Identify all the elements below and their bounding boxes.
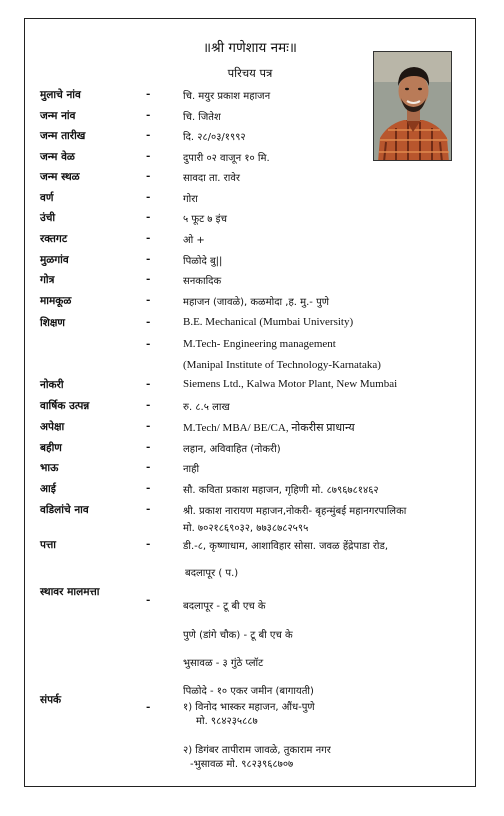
field-row-job <box>0 378 504 396</box>
field-row-name <box>0 88 504 106</box>
field-label: वर्ण <box>40 192 54 204</box>
field-value: M.Tech/ MBA/ BE/CA, नोकरीस प्राधान्य <box>183 422 355 434</box>
property-item: पुणे (डांगे चौक) - टू बी एच के <box>183 630 293 641</box>
field-row-birth-time <box>0 150 504 168</box>
field-separator: - <box>146 482 151 494</box>
field-row-birth-date <box>0 129 504 147</box>
document-subtitle: परिचय पत्र <box>227 66 273 80</box>
field-separator: - <box>146 129 151 141</box>
field-value: Siemens Ltd., Kalwa Motor Plant, New Mumbai <box>183 378 398 390</box>
field-value: चि. मयुर प्रकाश महाजन <box>183 91 271 102</box>
field-value: ५ फूट ७ इंच <box>183 214 227 225</box>
field-value: दि. २८/०३/१९९२ <box>183 132 246 143</box>
property-item: बदलापूर - टू बी एच के <box>183 601 266 612</box>
field-separator: - <box>146 294 151 306</box>
contact-person-1-phone: मो. ९८४२३५८८७ <box>196 716 258 727</box>
field-label: शिक्षण <box>40 317 65 329</box>
contact-person-2-phone: -भुसावळ मो. ९८२३९६८७०७ <box>190 759 294 770</box>
field-label: वार्षिक उत्पन्न <box>40 400 90 412</box>
field-label: जन्म नांव <box>40 110 76 122</box>
field-label: बहीण <box>40 442 62 454</box>
contact-label: संपर्क <box>40 694 62 706</box>
contact-person-2: २) डिगंबर तापीराम जावळे, तुकाराम नगर <box>183 745 331 756</box>
field-label: वडिलांचे नाव <box>40 504 89 516</box>
address-city: बदलापूर ( प.) <box>185 568 239 579</box>
field-label: मुळगांव <box>40 254 69 266</box>
field-separator: - <box>146 191 151 203</box>
field-value: ओ + <box>183 235 205 246</box>
field-value: पिळोदे बु|| <box>183 256 223 267</box>
field-value: डी.-८, कृष्णाधाम, आशाविहार सोसा. जवळ हेंद्रेपाडा रोड, <box>183 541 389 552</box>
field-row-sister <box>0 441 504 459</box>
field-row-address <box>0 538 504 556</box>
field-separator: - <box>146 538 151 550</box>
field-row-expectation <box>0 420 504 438</box>
field-value: सावदा ता. रावेर <box>183 173 240 184</box>
field-value: दुपारी ०२ वाजून १० मि. <box>183 153 270 164</box>
field-row-native-place <box>0 253 504 271</box>
field-separator: - <box>146 109 151 121</box>
field-value: सनकादिक <box>183 276 222 287</box>
field-separator: - <box>146 253 151 265</box>
field-separator: - <box>146 273 151 285</box>
field-label: जन्म वेळ <box>40 151 75 163</box>
property-item: पिळोदे - १० एकर जमीन (बागायती) <box>183 686 314 697</box>
field-separator: - <box>146 316 151 328</box>
field-row-height <box>0 211 504 229</box>
field-value: रु. ८.५ लाख <box>183 402 230 413</box>
field-separator: - <box>146 701 151 713</box>
property-label: स्थावर मालमत्ता <box>40 586 100 598</box>
field-separator: - <box>146 170 151 182</box>
field-label: रक्तगट <box>40 233 68 245</box>
field-row-education-2 <box>0 338 504 356</box>
contact-person-1: १) विनोद भास्कर महाजन, औंध-पुणे <box>183 702 315 713</box>
field-separator: - <box>146 88 151 100</box>
property-item: भुसावळ - ३ गुंठे प्लॉट <box>183 658 264 669</box>
field-value: चि. जितेश <box>183 112 221 123</box>
field-value: लहान, अविवाहित (नोकरी) <box>183 444 281 455</box>
field-value: B.E. Mechanical (Mumbai University) <box>183 316 354 328</box>
field-separator: - <box>146 503 151 515</box>
field-row-income <box>0 399 504 417</box>
field-value: सौ. कविता प्रकाश महाजन, गृहिणी मो. ८७९६७८१४६२ <box>183 485 379 496</box>
field-label: जन्म स्थळ <box>40 171 80 183</box>
field-separator: - <box>146 399 151 411</box>
field-label: पत्ता <box>40 539 56 551</box>
field-separator: - <box>146 420 151 432</box>
invocation-title: ॥श्री गणेशाय नमः॥ <box>203 40 297 56</box>
field-separator: - <box>146 211 151 223</box>
field-row-gotra <box>0 273 504 291</box>
field-separator: - <box>146 441 151 453</box>
field-label: भाऊ <box>40 462 59 474</box>
father-phone: मो. ७०२१८६९०३२, ७७३८७८२५९५ <box>183 523 309 534</box>
field-separator: - <box>146 232 151 244</box>
field-value: नाही <box>183 464 200 475</box>
field-label: अपेक्षा <box>40 421 65 433</box>
field-separator: - <box>146 150 151 162</box>
field-row-mother <box>0 482 504 500</box>
field-label: जन्म तारीख <box>40 130 86 142</box>
field-value: महाजन (जावळे), कळमोदा ,ह. मु.- पुणे <box>183 297 329 308</box>
field-row-father <box>0 503 504 521</box>
field-label: नोकरी <box>40 379 64 391</box>
field-separator: - <box>146 461 151 473</box>
field-separator: - <box>146 378 151 390</box>
field-row-birth-name <box>0 109 504 127</box>
field-value: M.Tech- Engineering management <box>183 338 336 350</box>
field-row-maternal-family <box>0 294 504 312</box>
field-row-birth-place <box>0 170 504 188</box>
field-separator: - <box>146 594 151 606</box>
field-separator: - <box>146 338 151 350</box>
field-row-education <box>0 316 504 334</box>
field-row-complexion <box>0 191 504 209</box>
field-row-brother <box>0 461 504 479</box>
field-row-blood-group <box>0 232 504 250</box>
field-value: गोरा <box>183 194 198 205</box>
field-value: श्री. प्रकाश नारायण महाजन,नोकरी- बृहन्मुंबई महानगरपालिका <box>183 506 407 517</box>
field-label: मुलाचे नांव <box>40 89 81 101</box>
field-label: गोत्र <box>40 274 55 286</box>
education-institute: (Manipal Institute of Technology-Karnataka) <box>183 359 381 371</box>
field-label: आई <box>40 483 56 495</box>
field-label: मामकूळ <box>40 295 72 307</box>
field-label: उंची <box>40 212 56 224</box>
